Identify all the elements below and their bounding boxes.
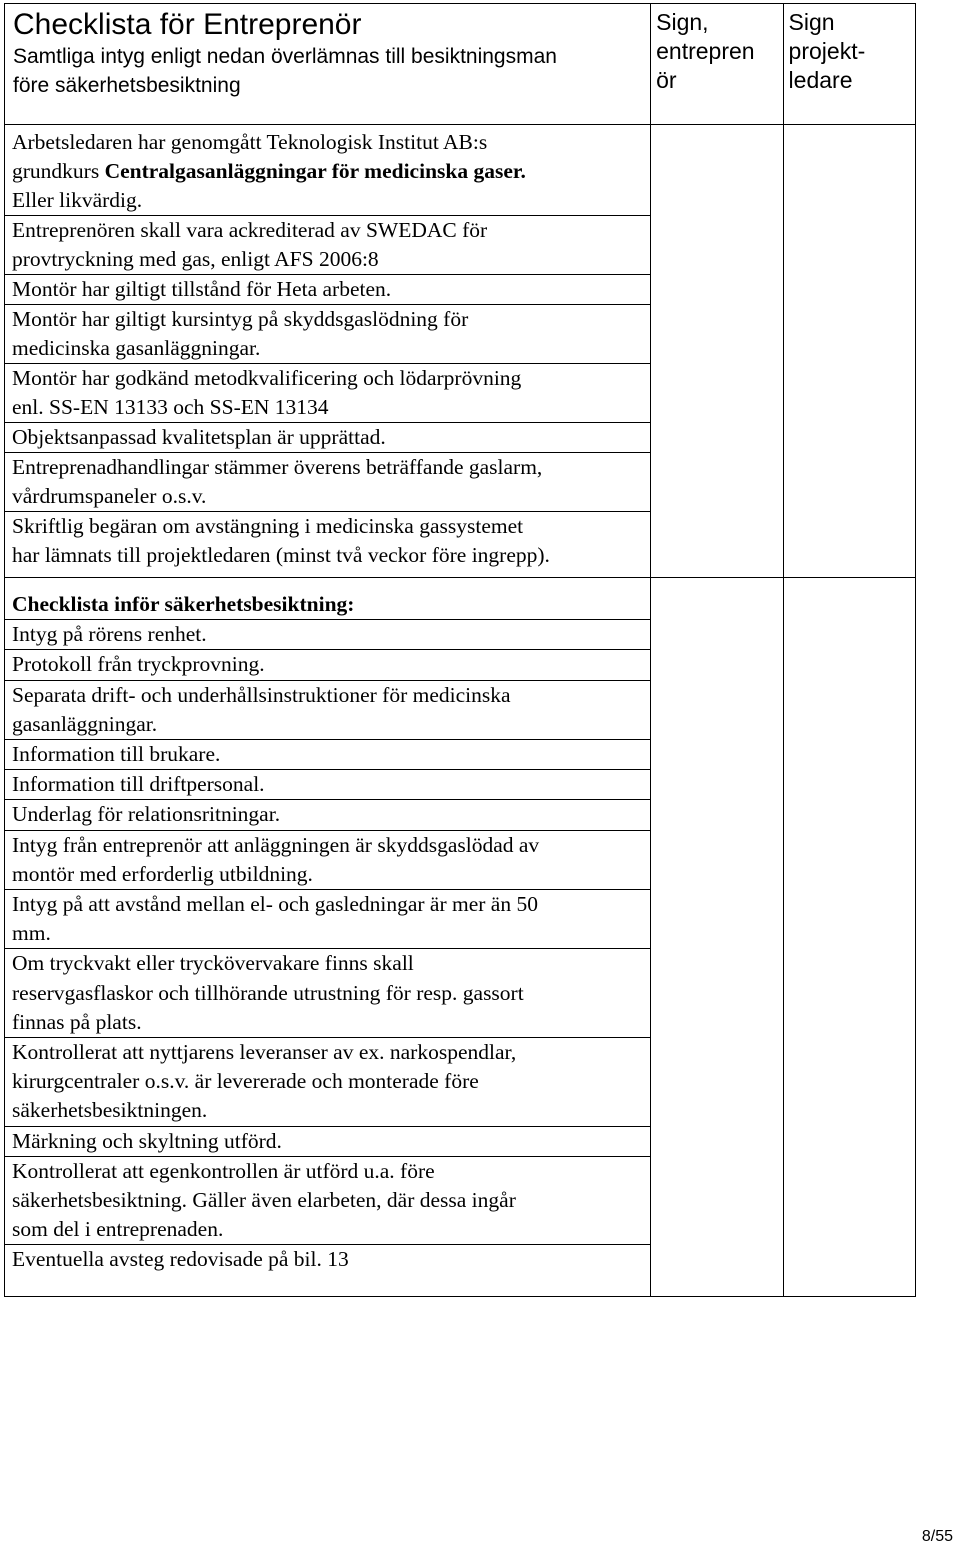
sign-project-leader-line2: projekt- <box>788 38 866 64</box>
item-text-line: Intyg på att avstånd mellan el- och gasledningar är mer än 50 <box>12 892 538 917</box>
item-text-line: Entreprenadhandlingar stämmer överens beträffande gaslarm, <box>12 455 543 479</box>
sign-contractor-header <box>651 4 783 125</box>
item-text-line: mm. <box>12 921 51 946</box>
header-row <box>5 4 916 125</box>
inspection-item <box>5 1245 650 1274</box>
requirement-item <box>5 512 650 570</box>
item-text-line: enl. SS-EN 13133 och SS-EN 13134 <box>12 395 329 419</box>
requirement-item <box>5 128 650 216</box>
checklist-table <box>4 3 916 1297</box>
inspection-item <box>5 681 650 740</box>
sign-project-leader-header <box>783 4 915 125</box>
item-text-line: provtryckning med gas, enligt AFS 2006:8 <box>12 247 379 271</box>
item-text-line: Eller likvärdig. <box>12 188 143 212</box>
requirements-row <box>5 125 916 578</box>
item-text-line: Underlag för relationsritningar. <box>12 802 281 827</box>
requirement-item <box>5 364 650 423</box>
item-text-line: Montör har giltigt kursintyg på skyddsgaslödning för <box>12 307 469 331</box>
item-text-line: Objektsanpassad kvalitetsplan är upprättad. <box>12 425 386 449</box>
item-text-line: Protokoll från tryckprovning. <box>12 652 265 677</box>
sign-contractor-line1: Sign, <box>656 9 709 35</box>
item-text-line: Kontrollerat att egenkontrollen är utförd u.a. före <box>12 1158 435 1183</box>
item-text-line <box>12 157 650 186</box>
item-text-line: Om tryckvakt eller tryckövervakare finns skall <box>12 951 414 976</box>
inspection-item <box>5 650 650 680</box>
item-text-line: reservgasflaskor och tillhörande utrustning för resp. gassort <box>12 980 524 1005</box>
inspection-item <box>5 800 650 830</box>
inspection-item <box>5 831 650 890</box>
inspection-item <box>5 740 650 770</box>
item-text-line: kirurgcentraler o.s.v. är levererade och monterade före <box>12 1069 479 1094</box>
item-text-line: Kontrollerat att nyttjarens leveranser av ex. narkospendlar, <box>12 1040 517 1065</box>
requirement-item <box>5 216 650 275</box>
inspection-item <box>5 770 650 800</box>
item-text-line: Arbetsledaren har genomgått Teknologisk Institut AB:s <box>12 130 488 154</box>
sign-contractor-cell-2[interactable] <box>651 578 783 1297</box>
inspection-item <box>5 620 650 650</box>
sign-contractor-cell-1[interactable] <box>651 125 783 578</box>
item-text-line: Montör har godkänd metodkvalificering och lödarprövning <box>12 366 522 390</box>
header-title-cell <box>5 4 651 125</box>
requirement-item <box>5 305 650 364</box>
item-text-line: säkerhetsbesiktningen. <box>12 1098 208 1123</box>
page-number: 8/55 <box>921 1528 953 1545</box>
requirement-item <box>5 275 650 305</box>
inspection-item <box>5 1127 650 1157</box>
item-text-line: Entreprenören skall vara ackrediterad av SWEDAC för <box>12 218 488 242</box>
item-text-line: medicinska gasanläggningar. <box>12 336 261 360</box>
item-text-line: Märkning och skyltning utförd. <box>12 1128 282 1153</box>
item-text-line: Skriftlig begäran om avstängning i medicinska gassystemet <box>12 514 524 538</box>
item-text-line: Eventuella avsteg redovisade på bil. 13 <box>12 1247 349 1272</box>
inspection-heading: Checklista inför säkerhetsbesiktning: <box>5 590 650 620</box>
item-text-line: gasanläggningar. <box>12 711 158 736</box>
sign-project-leader-cell-2[interactable] <box>783 578 915 1297</box>
sign-project-leader-line3: ledare <box>788 67 853 93</box>
item-text-line: Separata drift- och underhållsinstruktioner för medicinska <box>12 682 511 707</box>
inspection-row <box>5 578 916 1297</box>
item-text-line: vårdrumspaneler o.s.v. <box>12 484 207 508</box>
page-title: Checklista för Entreprenör <box>13 8 362 41</box>
item-text-line: Intyg på rörens renhet. <box>12 622 207 647</box>
page-subtitle-line2: före säkerhetsbesiktning <box>13 74 241 97</box>
item-text-line: Intyg från entreprenör att anläggningen är skyddsgaslödad av <box>12 832 540 857</box>
item-text-line: som del i entreprenaden. <box>12 1217 224 1242</box>
item-text-line: montör med erforderlig utbildning. <box>12 861 313 886</box>
requirements-cell <box>5 125 651 578</box>
item-text-line: säkerhetsbesiktning. Gäller även elarbeten, där dessa ingår <box>12 1188 516 1213</box>
inspection-cell <box>5 578 651 1297</box>
item-text-bold: Centralgasanläggningar för medicinska gaser. <box>104 159 526 183</box>
inspection-item <box>5 1157 650 1246</box>
item-text-line: Information till brukare. <box>12 742 221 767</box>
inspection-item <box>5 949 650 1038</box>
item-text-line: har lämnats till projektledaren (minst två veckor före ingrepp). <box>12 543 550 567</box>
requirement-item <box>5 423 650 453</box>
item-text-line: Information till driftpersonal. <box>12 772 265 797</box>
item-text-fragment: grundkurs <box>12 159 105 183</box>
requirement-item <box>5 453 650 512</box>
page-subtitle-line1: Samtliga intyg enligt nedan överlämnas till besiktningsman <box>13 45 557 68</box>
sign-contractor-line2: entrepren <box>656 38 755 64</box>
sign-contractor-line3: ör <box>656 67 677 93</box>
inspection-item <box>5 890 650 949</box>
inspection-item <box>5 1038 650 1127</box>
item-text-line: Montör har giltigt tillstånd för Heta arbeten. <box>12 277 392 301</box>
sign-project-leader-line1: Sign <box>788 9 835 35</box>
item-text-line: finnas på plats. <box>12 1009 142 1034</box>
sign-project-leader-cell-1[interactable] <box>783 125 915 578</box>
